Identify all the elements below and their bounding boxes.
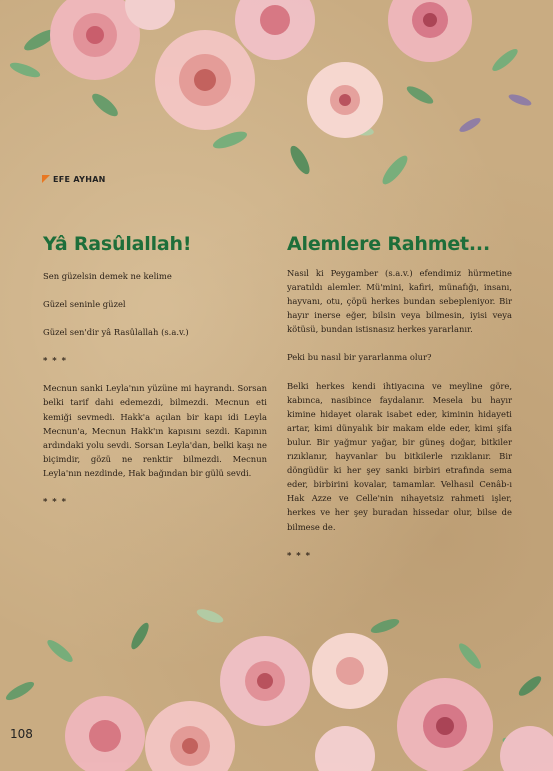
- right-column-title: Alemlere Rahmet...: [287, 233, 490, 255]
- page-number: 108: [10, 727, 33, 741]
- right-column-question: Peki bu nasıl bir yararlanma olur?: [287, 352, 432, 363]
- floral-border-top: [0, 0, 553, 200]
- section-separator: * * *: [43, 355, 67, 366]
- author-marker-icon: [42, 175, 50, 183]
- poem-line: Güzel seninle güzel: [43, 299, 126, 310]
- author-name: EFE AYHAN: [53, 175, 106, 184]
- left-column: [43, 232, 267, 522]
- right-column-paragraph: Belki herkes kendi ihtiyacına ve meyline göre, kabınca, nasibince faydalanır. Mesela bu hayır kimine hidayet olarak isabet eder, kiminin hidayeti artar, kimi dünyalık bir makam elde eder, kimi şifa bulur. Bir yağmur yağar, bir güneş doğar, bitkiler rızıklanır, hayvanlar bu bitkilerle rızıklanır. Bir döngüdür ki her şey sanki birbiri etrafında sema eder, birbirini kovalar, tamamlar. Velhasıl Cenâb-ı Hak Azze ve Celle'nin nihayetsiz rahmeti işler, herkes ve her şey buradan hissedar olur, bilse de bilmese de.: [287, 380, 512, 532]
- floral-border-bottom: [0, 596, 553, 771]
- author-byline: [42, 175, 106, 184]
- right-column: [287, 232, 512, 576]
- left-column-paragraph: Mecnun sanki Leyla'nın yüzüne mi hayrandı. Sorsan belki tarif dahi edemezdi, bilmezdi. Mecnun eti kemiği sevmedi. Hakk'a açılan bir kapı idi Leyla Mecnun'a, Mecnun Hakk'ın kapısını sezdi. Kapının ardındaki yolu sevdi. Sorsan Leyla'dan, belki kaşı ne biçimdir, gözü ne renktir bilmezdi. Mecnun Leyla'nın nezdinde, Hak bağından bir gülü sevdi.: [43, 383, 267, 478]
- end-separator: * * *: [287, 549, 311, 560]
- end-separator: * * *: [43, 496, 67, 507]
- left-column-title: Yâ Rasûlallah!: [43, 233, 192, 255]
- poem-line: Sen güzelsin demek ne kelime: [43, 271, 172, 281]
- right-column-paragraph: Nasıl ki Peygamber (s.a.v.) efendimiz hürmetine yaratıldı alemler. Mü'mini, kafiri, münafığı, insanı, hayvanı, otu, çöpü herkes bundan sebepleniyor. Bir hayır inerse eğer, bilsin veya bilmesin, iyisi veya kötüsü, bundan istisnasız herkes yararlanır.: [287, 268, 512, 335]
- poem-line: Güzel sen'dir yâ Rasûlallah (s.a.v.): [43, 327, 189, 338]
